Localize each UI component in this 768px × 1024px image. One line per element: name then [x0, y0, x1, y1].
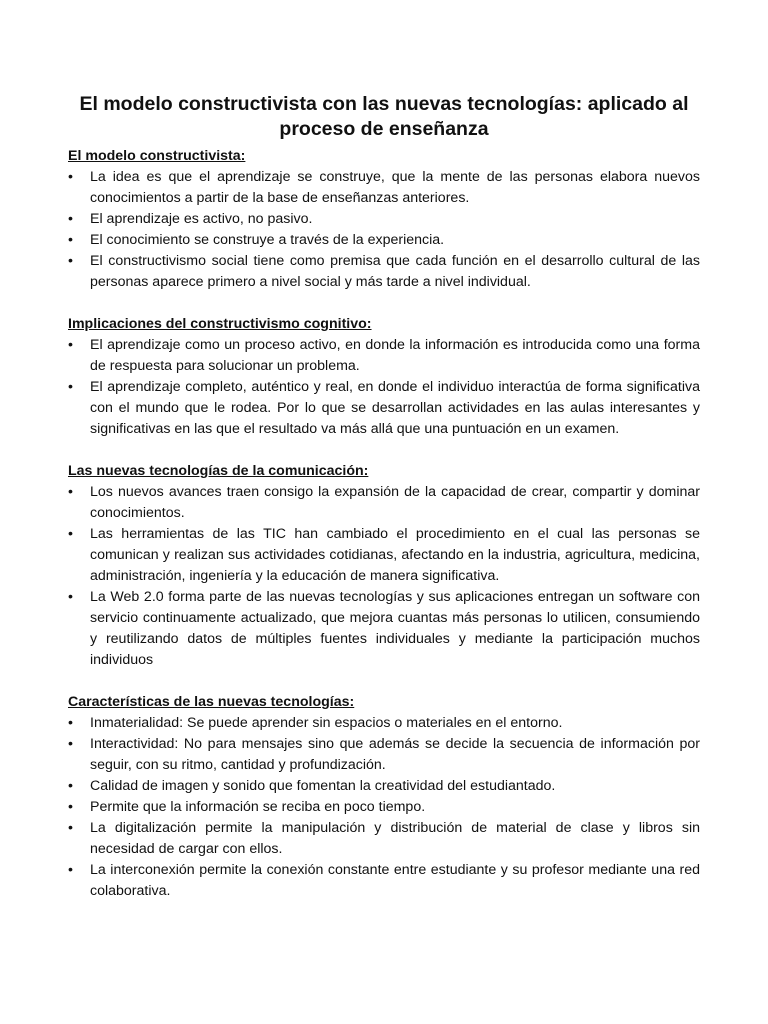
list-item: • Inmaterialidad: Se puede aprender sin espacios o materiales en el entorno. [68, 713, 700, 734]
list-item: • El aprendizaje es activo, no pasivo. [68, 209, 700, 230]
bullet-list [68, 335, 700, 440]
section-nuevas-tecnologias-comunicacion [68, 461, 700, 671]
list-item: • La digitalización permite la manipulación y distribución de material de clase y libros sin necesidad de cargar con ellos. [68, 818, 700, 860]
bullet-list [68, 167, 700, 293]
list-item: • El constructivismo social tiene como premisa que cada función en el desarrollo cultural de las personas aparece primero a nivel social y más tarde a nivel individual. [68, 251, 700, 293]
list-item: • El conocimiento se construye a través de la experiencia. [68, 230, 700, 251]
bullet-list [68, 713, 700, 902]
list-item: • El aprendizaje completo, auténtico y real, en donde el individuo interactúa de forma significativa con el mundo que le rodea. Por lo que se desarrollan actividades en las aulas interesantes y significativas en las que el resultado va más allá que una puntuación en un examen. [68, 377, 700, 440]
section-heading: El modelo constructivista: [68, 148, 246, 164]
list-item: • Interactividad: No para mensajes sino que además se decide la secuencia de información por seguir, con su ritmo, cantidad y profundización. [68, 734, 700, 776]
section-caracteristicas [68, 692, 700, 902]
list-item: • La Web 2.0 forma parte de las nuevas tecnologías y sus aplicaciones entregan un software con servicio continuamente actualizado, que mejora cuantas más personas lo utilicen, consumiendo y reutilizando datos de múltiples fuentes individuales y mediante la participación muchos individuos [68, 587, 700, 671]
list-item: • Las herramientas de las TIC han cambiado el procedimiento en el cual las personas se comunican y realizan sus actividades cotidianas, afectando en la industria, agricultura, medicina, administración, ingeniería y la educación de manera significativa. [68, 524, 700, 587]
document-body [68, 146, 700, 923]
list-item: • La idea es que el aprendizaje se construye, que la mente de las personas elabora nuevos conocimientos a partir de la base de enseñanzas anteriores. [68, 167, 700, 209]
list-item: • Permite que la información se reciba en poco tiempo. [68, 797, 700, 818]
section-modelo-constructivista [68, 146, 700, 293]
list-item: • Los nuevos avances traen consigo la expansión de la capacidad de crear, compartir y dominar conocimientos. [68, 482, 700, 524]
section-heading: Las nuevas tecnologías de la comunicación: [68, 463, 369, 479]
bullet-list [68, 482, 700, 671]
list-item: • La interconexión permite la conexión constante entre estudiante y su profesor mediante una red colaborativa. [68, 860, 700, 902]
list-item: • Calidad de imagen y sonido que fomentan la creatividad del estudiantado. [68, 776, 700, 797]
section-heading: Implicaciones del constructivismo cognitivo: [68, 316, 372, 332]
list-item: • El aprendizaje como un proceso activo, en donde la información es introducida como una forma de respuesta para solucionar un problema. [68, 335, 700, 377]
section-heading: Características de las nuevas tecnologías: [68, 694, 355, 710]
document-title: El modelo constructivista con las nuevas tecnologías: aplicado al proceso de enseñanza [79, 93, 689, 140]
section-implicaciones [68, 314, 700, 440]
